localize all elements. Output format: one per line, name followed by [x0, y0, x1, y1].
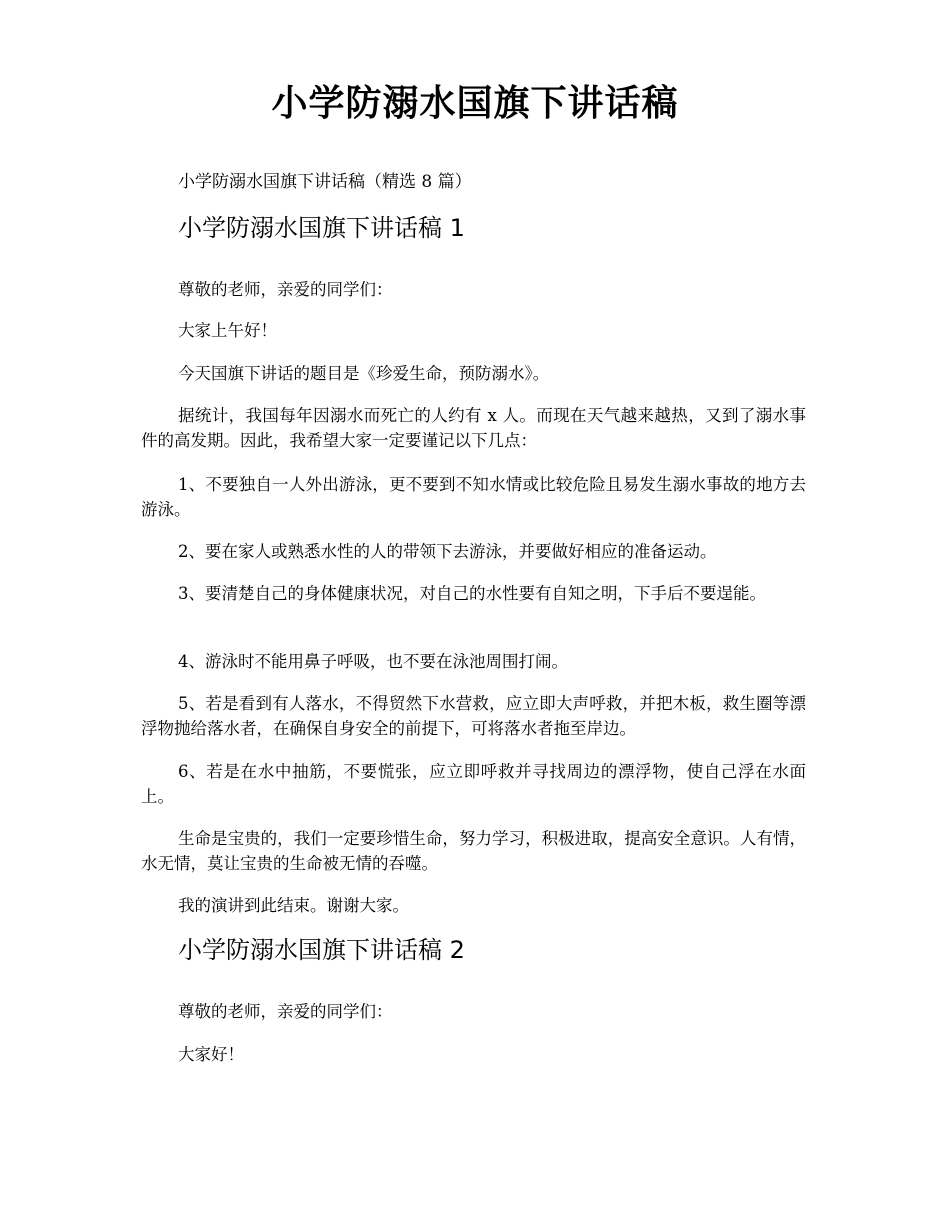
section-1-paragraph-5: 1、不要独自一人外出游泳，更不要到不知水情或比较危险且易发生溺水事故的地方去游泳。	[141, 475, 806, 519]
section-2-paragraph-2: 大家好！	[178, 1045, 244, 1064]
section-2-paragraph-1: 尊敬的老师，亲爱的同学们：	[178, 1002, 393, 1021]
document-title: 小学防溺水国旗下讲话稿	[271, 83, 679, 124]
document-subtitle: 小学防溺水国旗下讲话稿（精选 8 篇）	[178, 172, 472, 192]
section-1-paragraph-1: 尊敬的老师，亲爱的同学们：	[178, 280, 393, 299]
section-1-paragraph-4: 据统计，我国每年因溺水而死亡的人约有 x 人。而现在天气越来越热，又到了溺水事件的高发期。因此，我希望大家一定要谨记以下几点：	[141, 406, 806, 450]
section-1-paragraph-6: 2、要在家人或熟悉水性的人的带领下去游泳，并要做好相应的准备运动。	[178, 542, 717, 561]
section-1-paragraph-7: 3、要清楚自己的身体健康状况，对自己的水性要有自知之明，下手后不要逞能。	[178, 584, 766, 603]
section-1-paragraph-2: 大家上午好！	[178, 321, 277, 340]
section-2-heading: 小学防溺水国旗下讲话稿 2	[178, 936, 465, 964]
section-1-paragraph-9: 5、若是看到有人落水，不得贸然下水营救，应立即大声呼救，并把木板，救生圈等漂浮物抛给落水者，在确保自身安全的前提下，可将落水者拖至岸边。	[141, 694, 806, 738]
section-1-paragraph-8: 4、游泳时不能用鼻子呼吸，也不要在泳池周围打闹。	[178, 652, 568, 671]
section-1-paragraph-12: 我的演讲到此结束。谢谢大家。	[178, 896, 409, 915]
section-1-heading: 小学防溺水国旗下讲话稿 1	[178, 214, 465, 242]
section-1-paragraph-3: 今天国旗下讲话的题目是《珍爱生命，预防溺水》。	[178, 364, 550, 383]
section-1-paragraph-11: 生命是宝贵的，我们一定要珍惜生命，努力学习，积极进取，提高安全意识。人有情，水无情，莫让宝贵的生命被无情的吞噬。	[141, 829, 806, 873]
section-1-paragraph-10: 6、若是在水中抽筋，不要慌张，应立即呼救并寻找周边的漂浮物，使自己浮在水面上。	[141, 762, 806, 806]
